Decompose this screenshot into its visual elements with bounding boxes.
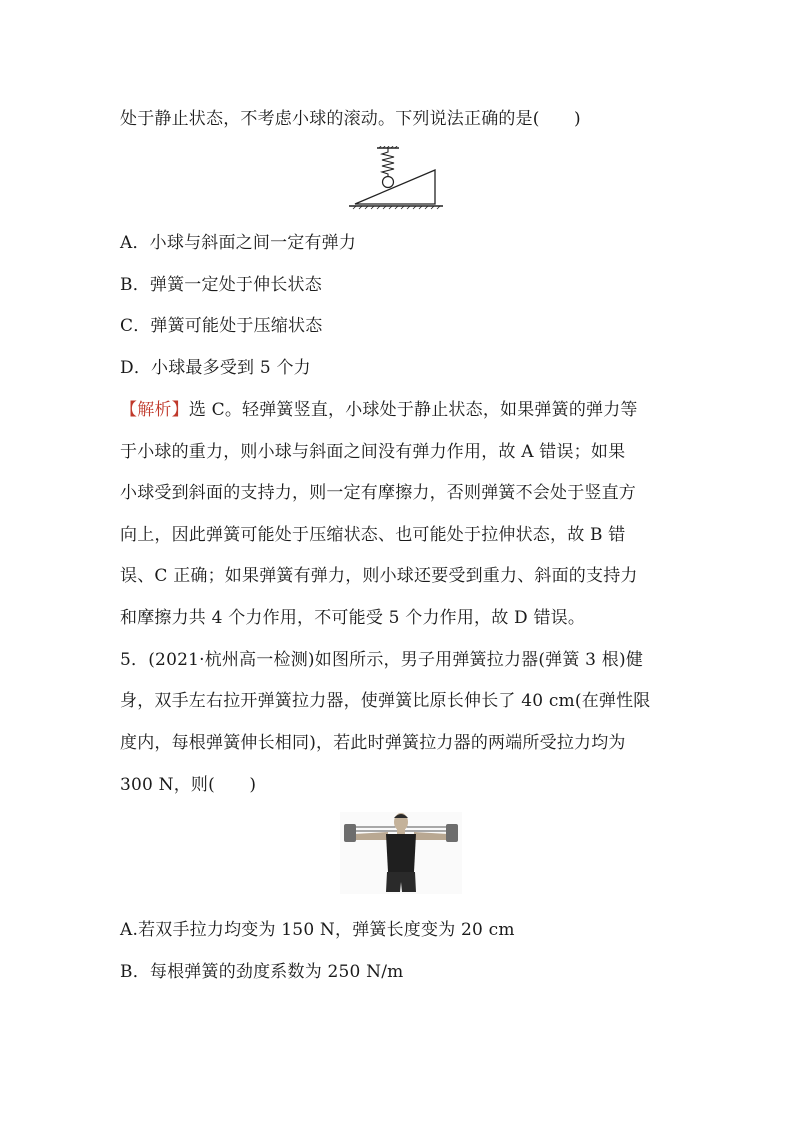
man-spring-expander-figure: [340, 812, 462, 894]
question-4-stem: 处于静止状态，不考虑小球的滚动。下列说法正确的是( ): [120, 109, 581, 129]
question-5-stem-line-1: 5．(2021·杭州高一检测)如图所示，男子用弹簧拉力器(弹簧 3 根)健: [120, 650, 644, 670]
question-5-option-a: A.若双手拉力均变为 150 N，弹簧长度变为 20 cm: [120, 920, 515, 940]
question-4-option-d: D．小球最多受到 5 个力: [120, 358, 311, 378]
spring-ball-incline-figure: [345, 146, 445, 210]
question-4-option-a: A．小球与斜面之间一定有弹力: [120, 233, 357, 253]
analysis-line-3: 小球受到斜面的支持力，则一定有摩擦力，否则弹簧不会处于竖直方: [120, 483, 636, 503]
analysis-line-4: 向上，因此弹簧可能处于压缩状态、也可能处于拉伸状态，故 B 错: [120, 525, 626, 545]
question-5-stem-line-4: 300 N，则( ): [120, 775, 257, 795]
analysis-line-6: 和摩擦力共 4 个力作用，不可能受 5 个力作用，故 D 错误。: [120, 608, 586, 628]
question-5-stem-line-3: 度内，每根弹簧伸长相同)，若此时弹簧拉力器的两端所受拉力均为: [120, 733, 626, 753]
question-5-option-b: B．每根弹簧的劲度系数为 250 N/m: [120, 962, 404, 982]
analysis-line-2: 于小球的重力，则小球与斜面之间没有弹力作用，故 A 错误；如果: [120, 442, 626, 462]
analysis-line-5: 误、C 正确；如果弹簧有弹力，则小球还要受到重力、斜面的支持力: [120, 566, 638, 586]
analysis-tag: 【解析】: [120, 400, 189, 420]
question-5-stem-line-2: 身，双手左右拉开弹簧拉力器，使弹簧比原长伸长了 40 cm(在弹性限: [120, 691, 651, 711]
question-4-option-c: C．弹簧可能处于压缩状态: [120, 316, 323, 336]
analysis-line-1: 【解析】选 C。轻弹簧竖直，小球处于静止状态，如果弹簧的弹力等: [120, 400, 638, 420]
question-4-option-b: B．弹簧一定处于伸长状态: [120, 275, 322, 295]
